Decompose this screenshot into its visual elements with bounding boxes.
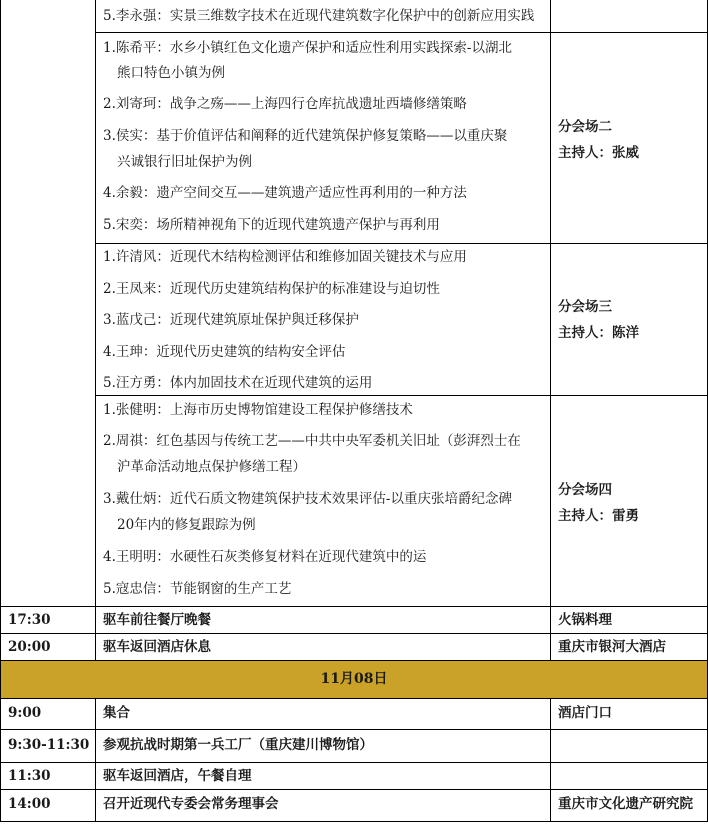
venue-name: 分会场三 — [558, 299, 612, 315]
row-time: 17:30 — [8, 612, 51, 628]
talk-item: 3.蓝戊己：近现代建筑原址保护與迁移保护 — [103, 312, 359, 328]
talk-item: 2.周祺：红色基因与传统工艺——中共中央军委机关旧址（彭湃烈士在 — [103, 433, 521, 449]
venue-name: 分会场二 — [558, 119, 612, 135]
row-activity: 驱车返回酒店休息 — [103, 639, 211, 655]
row-time: 9:00 — [8, 705, 42, 721]
row-time: 11:30 — [8, 768, 51, 784]
row-activity: 召开近现代专委会常务理事会 — [103, 796, 279, 812]
talk-item: 5.汪方勇：体内加固技术在近现代建筑的运用 — [103, 375, 373, 391]
venue-name: 分会场四 — [558, 482, 612, 498]
row-time: 9:30-11:30 — [8, 737, 90, 753]
talk-item: 1.陈希平：水乡小镇红色文化遗产保护和适应性利用实践探索-以湖北 — [103, 40, 512, 56]
talk-item-cont: 兴诚银行旧址保护为例 — [117, 154, 252, 170]
row-time: 14:00 — [8, 796, 51, 812]
row-activity: 参观抗战时期第一兵工厂（重庆建川博物馆） — [103, 737, 373, 753]
talk-item: 3.侯实：基于价值评估和阐释的近代建筑保护修复策略——以重庆聚 — [103, 128, 508, 144]
talk-item: 5.李永强：实景三维数字技术在近现代建筑数字化保护中的创新应用实践 — [103, 8, 535, 24]
talk-item-cont: 20年内的修复跟踪为例 — [117, 517, 256, 533]
row-activity: 驱车返回酒店，午餐自理 — [103, 768, 252, 784]
row-time: 20:00 — [8, 639, 51, 655]
row-place: 酒店门口 — [558, 705, 612, 721]
venue-host: 主持人：张威 — [558, 145, 639, 161]
talk-item: 3.戴仕炳：近代石质文物建筑保护技术效果评估-以重庆张培爵纪念碑 — [103, 491, 512, 507]
venue-host: 主持人：雷勇 — [558, 508, 639, 524]
talk-item: 5.寇忠信：节能钢窗的生产工艺 — [103, 581, 292, 597]
talk-item-cont: 沪革命活动地点保护修缮工程） — [117, 459, 306, 475]
talk-item: 2.刘寄珂：战争之殇——上海四行仓库抗战遗址西墙修缮策略 — [103, 96, 467, 112]
row-place: 重庆市文化遗产研究院 — [558, 796, 693, 812]
talk-item: 1.张健明：上海市历史博物馆建设工程保护修缮技术 — [103, 402, 413, 418]
venue-host: 主持人：陈洋 — [558, 325, 639, 341]
talk-item-cont: 熊口特色小镇为例 — [117, 65, 225, 81]
talk-item: 1.许清风：近现代木结构检测评估和维修加固关键技术与应用 — [103, 249, 467, 265]
talk-item: 5.宋奕：场所精神视角下的近现代建筑遗产保护与再利用 — [103, 217, 440, 233]
row-activity: 驱车前往餐厅晚餐 — [103, 612, 211, 628]
talk-item: 4.王明明：水硬性石灰类修复材料在近现代建筑中的运 — [103, 549, 427, 565]
row-place: 火锅料理 — [558, 612, 612, 628]
talk-item: 4.王珅：近现代历史建筑的结构安全评估 — [103, 344, 346, 360]
row-activity: 集合 — [103, 705, 130, 721]
talk-item: 2.王凤来：近现代历史建筑结构保护的标准建设与迫切性 — [103, 281, 440, 297]
date-header: 11月08日 — [320, 671, 388, 687]
talk-item: 4.余毅：遗产空间交互——建筑遗产适应性再利用的一种方法 — [103, 185, 467, 201]
row-place: 重庆市银河大酒店 — [558, 639, 666, 655]
